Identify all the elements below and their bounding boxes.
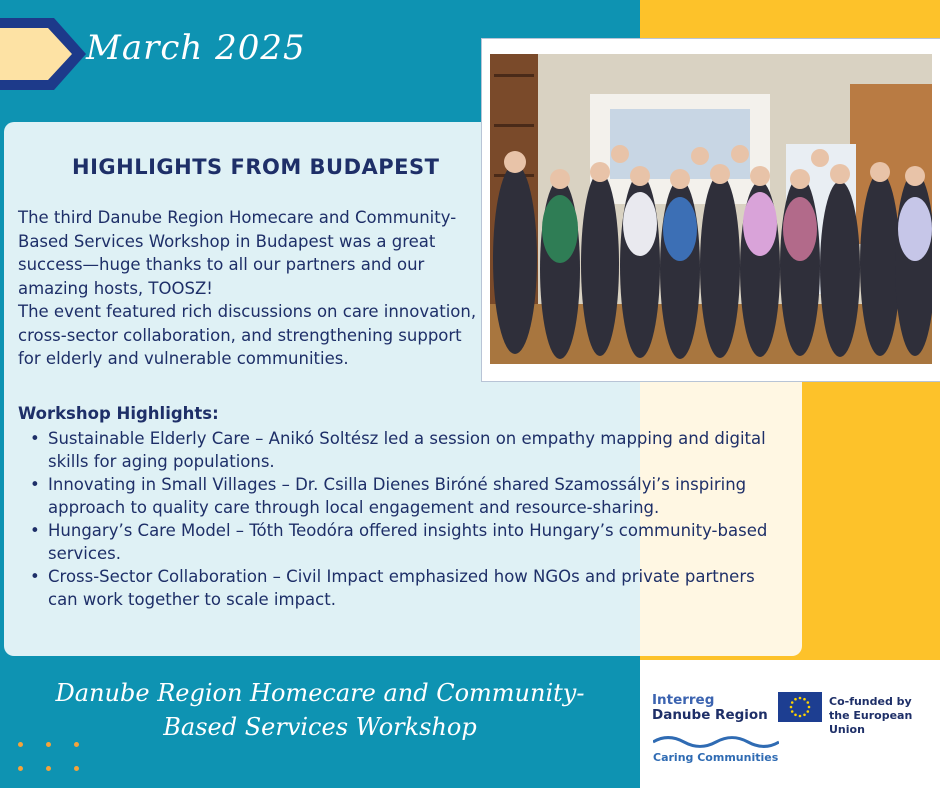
group-photo — [490, 54, 932, 364]
eu-cofunded-text — [829, 695, 940, 737]
intro-paragraph: The event featured rich discussions on care innovation, cross-sector collaboration, and strengthening support for elderly and vulnerable communities. — [18, 302, 477, 368]
intro-paragraph: The third Danube Region Homecare and Community-Based Services Workshop in Budapest was a great success—huge thanks to all our partners and our amazing hosts, TOOSZ! — [18, 208, 457, 298]
highlights-heading: Workshop Highlights: — [18, 404, 219, 423]
highlight-item: • Sustainable Elderly Care – Anikó Soltész led a session on empathy mapping and digital skills for aging populations. — [18, 427, 788, 473]
intro-text — [18, 206, 486, 371]
workshop-title: Danube Region Homecare and Community-Based Services Workshop — [55, 679, 585, 741]
highlight-item: • Hungary’s Care Model – Tóth Teodóra offered insights into Hungary’s community-based services. — [18, 519, 788, 565]
date-heading: March 2025 — [86, 28, 306, 68]
arrow-badge-icon — [0, 14, 90, 94]
highlight-item: • Cross-Sector Collaboration – Civil Impact emphasized how NGOs and private partners can work together to scale impact. — [18, 565, 788, 611]
highlights-list — [18, 427, 788, 611]
eu-line-2: the European Union — [829, 709, 913, 736]
decorative-dots — [18, 742, 88, 776]
danube-region-label: Danube Region — [652, 707, 768, 723]
section-title: HIGHLIGHTS FROM BUDAPEST — [72, 155, 440, 179]
eu-line-1: Co-funded by — [829, 695, 912, 708]
eu-flag-icon — [778, 692, 822, 722]
interreg-logo — [652, 693, 768, 723]
highlight-item: • Innovating in Small Villages – Dr. Csilla Dienes Biróné shared Szamossályi’s inspiring approach to quality care through local engagement and resource-sharing. — [18, 473, 788, 519]
photo-frame — [481, 38, 940, 382]
interreg-label: Interreg — [652, 692, 715, 708]
wave-icon — [653, 734, 779, 748]
caring-communities-label: Caring Communities — [653, 751, 779, 764]
